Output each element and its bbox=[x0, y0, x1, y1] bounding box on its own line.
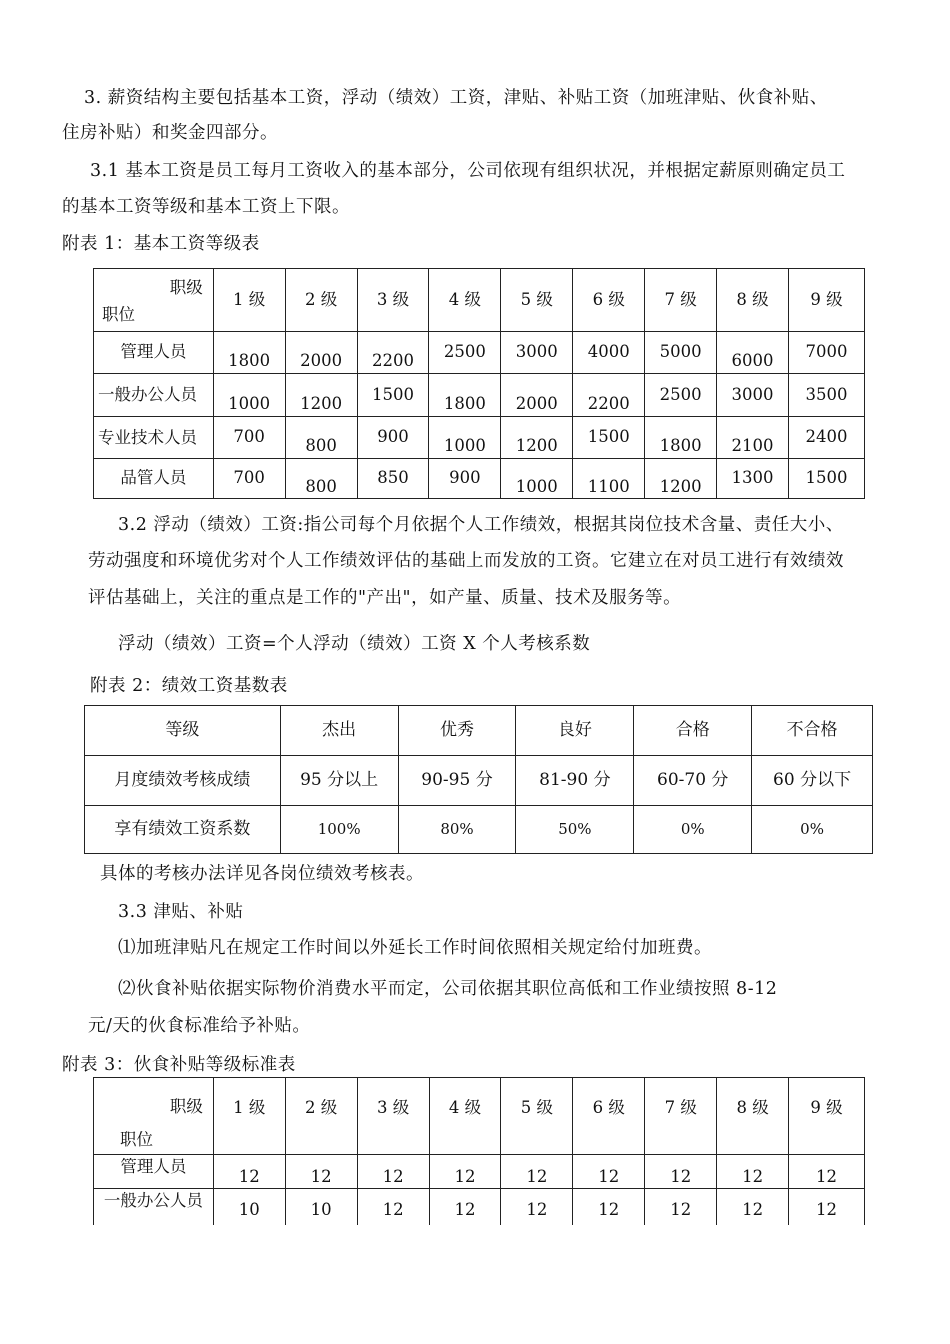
table-cell: 2100 bbox=[717, 417, 789, 459]
table3-level-header: 2 级 bbox=[285, 1078, 357, 1155]
table3-level-header: 8 级 bbox=[717, 1078, 789, 1155]
table-cell: 5000 bbox=[645, 332, 717, 374]
table-cell: 1500 bbox=[788, 459, 864, 499]
corner-position-label: 职位 bbox=[120, 1130, 153, 1150]
table-row bbox=[94, 332, 865, 374]
table1-level-header: 2 级 bbox=[285, 269, 357, 332]
table-cell: 12 bbox=[573, 1155, 645, 1189]
table-cell: 3000 bbox=[717, 374, 789, 417]
table1-level-header: 7 级 bbox=[645, 269, 717, 332]
table-cell: 10 bbox=[213, 1189, 285, 1225]
para-3-line2: 住房补贴）和奖金四部分。 bbox=[62, 123, 278, 143]
row-label-office-staff: 一般办公人员 bbox=[94, 1189, 214, 1225]
table-row bbox=[94, 459, 865, 499]
table3-header-row bbox=[94, 1078, 865, 1155]
table-cell: 1800 bbox=[645, 417, 717, 459]
table2-header-cell: 良好 bbox=[516, 706, 634, 756]
table-cell: 2500 bbox=[429, 332, 501, 374]
table-row bbox=[85, 756, 873, 806]
formula-text: 浮动（绩效）工资=个人浮动（绩效）工资 X 个人考核系数 bbox=[118, 634, 591, 654]
item-1-text: ⑴加班津贴凡在规定工作时间以外延长工作时间依照相关规定给付加班费。 bbox=[118, 938, 712, 958]
table-cell: 12 bbox=[501, 1189, 573, 1225]
table2-header-cell: 合格 bbox=[634, 706, 752, 756]
para-3-1-line1: 3.1 基本工资是员工每月工资收入的基本部分，公司依现有组织状况，并根据定薪原则确定员工 bbox=[90, 161, 846, 181]
table-cell: 2200 bbox=[573, 374, 645, 417]
table-cell: 900 bbox=[357, 417, 429, 459]
table-cell: 12 bbox=[285, 1155, 357, 1189]
table3-corner-cell bbox=[94, 1078, 214, 1155]
table-cell: 2000 bbox=[501, 374, 573, 417]
table-cell: 12 bbox=[789, 1155, 865, 1189]
table1-level-header: 4 级 bbox=[429, 269, 501, 332]
table-cell: 享有绩效工资系数 bbox=[85, 806, 281, 854]
table-cell: 50% bbox=[516, 806, 634, 854]
table3-level-header: 3 级 bbox=[357, 1078, 429, 1155]
note-text: 具体的考核办法详见各岗位绩效考核表。 bbox=[100, 864, 424, 884]
table3-level-header: 5 级 bbox=[501, 1078, 573, 1155]
table-cell: 800 bbox=[285, 459, 357, 499]
item-2-line2: 元/天的伙食标准给予补贴。 bbox=[88, 1016, 311, 1036]
table-cell: 1300 bbox=[717, 459, 789, 499]
table1-level-header: 9 级 bbox=[788, 269, 864, 332]
table-cell: 60-70 分 bbox=[634, 756, 752, 806]
caption-table-2: 附表 2：绩效工资基数表 bbox=[90, 676, 288, 696]
table-cell: 3000 bbox=[501, 332, 573, 374]
table-cell: 12 bbox=[357, 1155, 429, 1189]
table1-corner-cell bbox=[94, 269, 214, 332]
table-row bbox=[94, 1155, 865, 1189]
row-label-technical-staff: 专业技术人员 bbox=[94, 417, 214, 459]
para-3-2-line3: 评估基础上，关注的重点是工作的"产出"，如产量、质量、技术及服务等。 bbox=[88, 588, 682, 608]
row-label-management: 管理人员 bbox=[94, 332, 214, 374]
table3-level-header: 1 级 bbox=[213, 1078, 285, 1155]
table-cell: 1000 bbox=[501, 459, 573, 499]
table-cell: 12 bbox=[789, 1189, 865, 1225]
table2-header-cell: 不合格 bbox=[752, 706, 873, 756]
table1-level-header: 3 级 bbox=[357, 269, 429, 332]
table-cell: 1000 bbox=[213, 374, 285, 417]
table-cell: 月度绩效考核成绩 bbox=[85, 756, 281, 806]
section-3-3-heading: 3.3 津贴、补贴 bbox=[118, 902, 244, 922]
table-cell: 1000 bbox=[429, 417, 501, 459]
table2-header-cell: 等级 bbox=[85, 706, 281, 756]
para-3-line1: 3. 薪资结构主要包括基本工资，浮动（绩效）工资，津贴、补贴工资（加班津贴、伙食补贴、 bbox=[84, 88, 828, 108]
table-cell: 700 bbox=[213, 459, 285, 499]
table-cell: 12 bbox=[357, 1189, 429, 1225]
table-cell: 1500 bbox=[357, 374, 429, 417]
table-cell: 60 分以下 bbox=[752, 756, 873, 806]
table-cell: 12 bbox=[717, 1189, 789, 1225]
table-cell: 1800 bbox=[429, 374, 501, 417]
table-row bbox=[94, 417, 865, 459]
table3-level-header: 9 级 bbox=[789, 1078, 865, 1155]
table-cell: 1100 bbox=[573, 459, 645, 499]
table-cell: 90-95 分 bbox=[398, 756, 516, 806]
table-cell: 12 bbox=[573, 1189, 645, 1225]
table-cell: 2000 bbox=[285, 332, 357, 374]
para-3-2-line2: 劳动强度和环境优劣对个人工作绩效评估的基础上而发放的工资。它建立在对员工进行有效绩效 bbox=[88, 551, 844, 571]
row-label-qc-staff: 品管人员 bbox=[94, 459, 214, 499]
table3-level-header: 4 级 bbox=[429, 1078, 501, 1155]
table-cell: 12 bbox=[429, 1155, 501, 1189]
table-cell: 1800 bbox=[213, 332, 285, 374]
table-cell: 2200 bbox=[357, 332, 429, 374]
meal-allowance-table bbox=[93, 1077, 865, 1225]
table2-header-cell: 优秀 bbox=[398, 706, 516, 756]
corner-level-label: 职级 bbox=[169, 278, 203, 297]
table-cell: 12 bbox=[645, 1155, 717, 1189]
table-cell: 850 bbox=[357, 459, 429, 499]
row-label-management: 管理人员 bbox=[94, 1155, 214, 1189]
table-cell: 4000 bbox=[573, 332, 645, 374]
table-cell: 2400 bbox=[788, 417, 864, 459]
table2-header-cell: 杰出 bbox=[280, 706, 398, 756]
table-cell: 12 bbox=[213, 1155, 285, 1189]
table1-level-header: 5 级 bbox=[501, 269, 573, 332]
table-cell: 12 bbox=[645, 1189, 717, 1225]
table-cell: 100% bbox=[280, 806, 398, 854]
table-row bbox=[94, 374, 865, 417]
table-cell: 1200 bbox=[501, 417, 573, 459]
table-cell: 7000 bbox=[788, 332, 864, 374]
performance-coefficient-table bbox=[84, 705, 873, 854]
table-cell: 800 bbox=[285, 417, 357, 459]
table-cell: 95 分以上 bbox=[280, 756, 398, 806]
table1-level-header: 6 级 bbox=[573, 269, 645, 332]
table-cell: 6000 bbox=[717, 332, 789, 374]
table2-header-row bbox=[85, 706, 873, 756]
row-label-office-staff: 一般办公人员 bbox=[94, 374, 214, 417]
table3-level-header: 6 级 bbox=[573, 1078, 645, 1155]
table1-level-header: 1 级 bbox=[213, 269, 285, 332]
table-cell: 10 bbox=[285, 1189, 357, 1225]
table-cell: 700 bbox=[213, 417, 285, 459]
table-cell: 1500 bbox=[573, 417, 645, 459]
caption-table-3: 附表 3：伙食补贴等级标准表 bbox=[62, 1055, 296, 1075]
caption-table-1: 附表 1：基本工资等级表 bbox=[62, 234, 260, 254]
table-cell: 12 bbox=[429, 1189, 501, 1225]
para-3-2-line1: 3.2 浮动（绩效）工资:指公司每个月依据个人工作绩效，根据其岗位技术含量、责任大小、 bbox=[118, 515, 844, 535]
table-row bbox=[94, 1189, 865, 1225]
table-cell: 1200 bbox=[645, 459, 717, 499]
table-row bbox=[85, 806, 873, 854]
corner-position-label: 职位 bbox=[102, 305, 135, 325]
table-cell: 3500 bbox=[788, 374, 864, 417]
corner-level-label: 职级 bbox=[169, 1097, 203, 1116]
table-cell: 0% bbox=[752, 806, 873, 854]
table-cell: 81-90 分 bbox=[516, 756, 634, 806]
table-cell: 900 bbox=[429, 459, 501, 499]
table3-level-header: 7 级 bbox=[645, 1078, 717, 1155]
table-cell: 1200 bbox=[285, 374, 357, 417]
item-2-line1: ⑵伙食补贴依据实际物价消费水平而定，公司依据其职位高低和工作业绩按照 8-12 bbox=[118, 979, 778, 999]
table1-header-row bbox=[94, 269, 865, 332]
table1-level-header: 8 级 bbox=[717, 269, 789, 332]
base-salary-table bbox=[93, 268, 865, 499]
table-cell: 0% bbox=[634, 806, 752, 854]
table-cell: 2500 bbox=[645, 374, 717, 417]
table-cell: 80% bbox=[398, 806, 516, 854]
table-cell: 12 bbox=[717, 1155, 789, 1189]
table-cell: 12 bbox=[501, 1155, 573, 1189]
para-3-1-line2: 的基本工资等级和基本工资上下限。 bbox=[62, 197, 350, 217]
